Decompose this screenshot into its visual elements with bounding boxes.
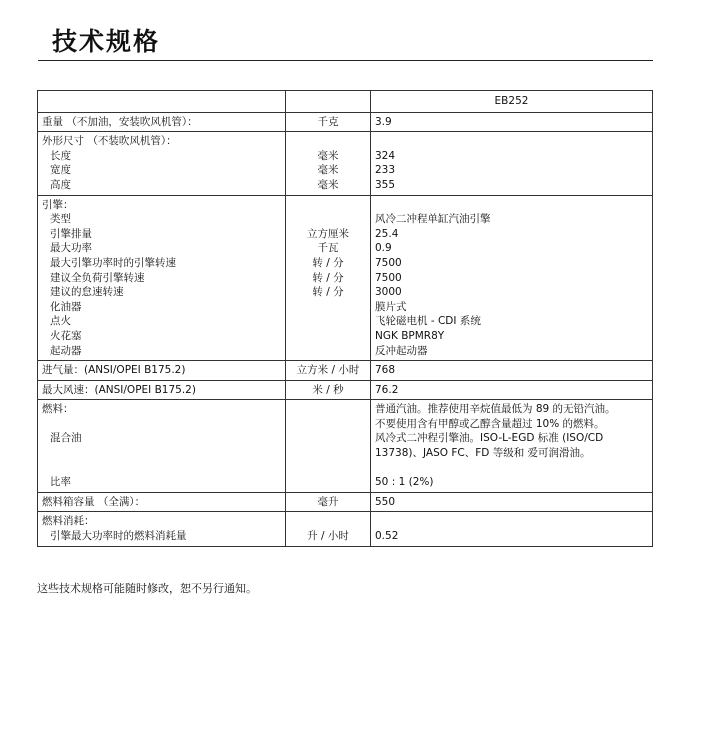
idle-speed-unit: 转 / 分 — [312, 286, 344, 299]
weight-unit: 千克 — [286, 112, 371, 132]
idle-speed-label: 建议的怠速转速 — [50, 286, 124, 299]
carburetor-value: 膜片式 — [375, 300, 407, 313]
table-row-fuel — [38, 400, 653, 493]
engine-type-value: 风冷二冲程单缸汽油引擎 — [375, 213, 491, 226]
max-power-unit: 千瓦 — [317, 242, 339, 255]
height-label: 高度 — [50, 178, 71, 191]
max-power-speed-unit: 转 / 分 — [312, 256, 344, 269]
engine-labels — [38, 195, 286, 361]
header-blank-cell — [38, 91, 286, 113]
engine-values — [371, 195, 653, 361]
air-volume-unit: 立方米 / 小时 — [286, 361, 371, 381]
max-air-speed-unit: 米 / 秒 — [286, 380, 371, 400]
table-header-row — [38, 91, 653, 113]
max-power-speed-label: 最大引擎功率时的引擎转速 — [50, 256, 176, 269]
height-unit: 毫米 — [317, 178, 339, 191]
consumption-item-label: 引擎最大功率时的燃料消耗量 — [50, 530, 187, 543]
engine-type-label: 类型 — [50, 213, 71, 226]
full-load-speed-label: 建议全负荷引擎转速 — [50, 271, 145, 284]
fuel-heading: 燃料： — [42, 403, 74, 416]
consumption-heading: 燃料消耗： — [42, 515, 95, 528]
dimensions-labels — [38, 132, 286, 195]
length-label: 长度 — [50, 149, 71, 162]
fuel-ratio-value: 50 : 1 (2%) — [375, 476, 434, 489]
displacement-label: 引擎排量 — [50, 227, 92, 240]
air-volume-label: 进气量：(ANSI/OPEI B175.2) — [38, 361, 286, 381]
spark-plug-value: NGK BPMR8Y — [375, 329, 445, 342]
width-value: 233 — [375, 164, 396, 177]
fuel-labels — [38, 400, 286, 493]
max-air-speed-value: 76.2 — [371, 380, 653, 400]
full-load-speed-unit: 转 / 分 — [312, 271, 344, 284]
fuel-gasoline-text: 普通汽油。推荐使用辛烷值最低为 89 的无铅汽油。 — [375, 403, 616, 416]
starter-value: 反冲起动器 — [375, 344, 428, 357]
weight-value: 3.9 — [371, 112, 653, 132]
table-row-air-volume — [38, 361, 653, 381]
spark-plug-label: 火花塞 — [50, 329, 82, 342]
starter-label: 起动器 — [50, 344, 82, 357]
consumption-labels — [38, 512, 286, 546]
title-divider — [38, 60, 653, 61]
length-value: 324 — [375, 149, 396, 162]
ignition-label: 点火 — [50, 315, 71, 328]
footnote: 这些技术规格可能随时修改，恕不另行通知。 — [37, 582, 257, 595]
engine-units — [286, 195, 371, 361]
page-title: 技术规格 — [52, 27, 161, 56]
consumption-value: 0.52 — [375, 530, 399, 543]
table-row-dimensions — [38, 132, 653, 195]
length-unit: 毫米 — [317, 149, 339, 162]
ignition-value: 飞轮磁电机 - CDI 系统 — [375, 315, 481, 328]
engine-type-unit — [290, 212, 366, 227]
max-power-value: 0.9 — [375, 242, 392, 255]
mix-fuel-label: 混合油 — [50, 432, 82, 445]
air-volume-value: 768 — [371, 361, 653, 381]
max-power-label: 最大功率 — [50, 242, 92, 255]
dimensions-values — [371, 132, 653, 195]
full-load-speed-value: 7500 — [375, 271, 402, 284]
spec-table — [37, 90, 653, 547]
tank-label: 燃料箱容量 （全满）： — [38, 492, 286, 512]
table-row-tank — [38, 492, 653, 512]
dimensions-heading: 外形尺寸 （不装吹风机管）： — [42, 135, 177, 148]
consumption-units — [286, 512, 371, 546]
tank-unit: 毫升 — [286, 492, 371, 512]
fuel-ethanol-text: 不要使用含有甲醇或乙醇含量超过 10% 的燃料。 — [375, 417, 605, 430]
max-air-speed-label: 最大风速：(ANSI/OPEI B175.2) — [38, 380, 286, 400]
width-label: 宽度 — [50, 164, 71, 177]
table-row-max-air-speed — [38, 380, 653, 400]
consumption-unit: 升 / 小时 — [307, 530, 349, 543]
height-value: 355 — [375, 178, 396, 191]
table-row-engine — [38, 195, 653, 361]
ratio-label: 比率 — [50, 476, 71, 489]
dimensions-units — [286, 132, 371, 195]
fuel-unit-cell — [286, 400, 371, 493]
table-row-weight — [38, 112, 653, 132]
fuel-oil-text: 风冷式二冲程引擎油。ISO-L-EGD 标准 (ISO/CD 13738)、JASO FC、FD 等级和 爱可润滑油。 — [375, 432, 604, 460]
header-blank-cell — [286, 91, 371, 113]
max-power-speed-value: 7500 — [375, 256, 402, 269]
model-name: EB252 — [371, 91, 653, 113]
width-unit: 毫米 — [317, 164, 339, 177]
displacement-value: 25.4 — [375, 227, 399, 240]
carburetor-label: 化油器 — [50, 300, 82, 313]
idle-speed-value: 3000 — [375, 286, 402, 299]
weight-label: 重量 （不加油，安装吹风机管）： — [38, 112, 286, 132]
table-row-consumption — [38, 512, 653, 546]
displacement-unit: 立方厘米 — [307, 227, 349, 240]
tank-value: 550 — [371, 492, 653, 512]
consumption-values — [371, 512, 653, 546]
engine-heading: 引擎： — [42, 198, 74, 211]
fuel-values — [371, 400, 653, 493]
